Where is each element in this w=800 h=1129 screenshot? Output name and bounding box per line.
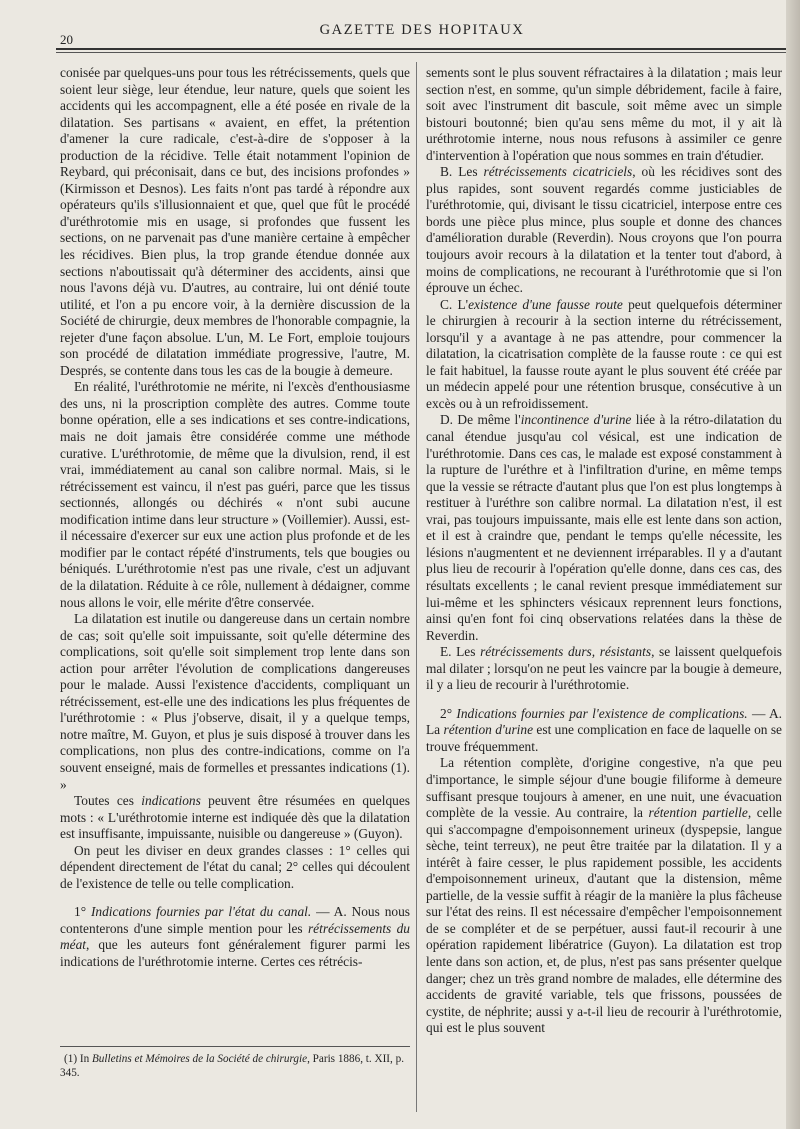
section-heading-paragraph: 1° Indications fournies par l'état du canal. — A. Nous nous contenterons d'une simple mention pour les rétrécissements du méat, que les auteurs font généralement figurer parmi les indications de l'uréthrotomie interne. Certes ces rétrécis- [60,904,410,969]
paragraph: C. L'existence d'une fausse route peut quelquefois déterminer le chirurgien à recourir à la section interne du rétrécissement, lorsqu'il y a avantage à ne pas attendre, pour commencer la dilatation, la cicatrisation complète de la fausse route : ce qui est le fait habituel, la fausse route ayant le plus souvent été créée par un médecin appelé pour une rétention brusque, consécutive à un excès ou à un refroidissement. [426,296,782,411]
header-rule-thick [56,48,786,50]
running-title: GAZETTE DES HOPITAUX [319,22,525,38]
paragraph: conisée par quelques-uns pour tous les rétrécissements, quels que soient leur siège, leur étendue, leur nature, quels que soient les accidents qui les accompagnent, elle a été posée en rivale de la dilatation. Ses partisans « avaient, en effet, la prétention d'amener la cure radicale, c'est-à-dire de s'opposer à la production de la récidive. Telle était notamment l'opinion de Reybard, qui préconisait, dans ce but, des incisions profondes » (Kirmisson et Desnos). Les faits n'ont pas tardé à répondre aux opérateurs qu'ils s'illusionnaient et que, quel que fût le procédé d'uréthrotomie mis en usage, si profondes que fussent les sections, on ne parvenait pas d'une manière certaine à empêcher les récidives. Bien plus, la trop grande étendue donnée aux sections n'aboutissait qu'à déterminer des accidents, ainsi que nous l'avons déjà vu. D'autres, au contraire, lui ont dénié toute utilité, et l'on a pu encore voir, à la dernière discussion de la Société de chirurgie, deux membres de l'honorable compagnie, la rejeter d'une façon absolue. L'un, M. Le Fort, emploie toujours son procédé de dilatation immédiate progressive, l'autre, M. Després, se contente dans tous les cas de la bougie à demeure. [60,65,410,378]
section-heading-paragraph: 2° Indications fournies par l'existence de complications. — A. La rétention d'urine est une complication en face de laquelle on se trouve fréquemment. [426,705,782,754]
paragraph: D. De même l'incontinence d'urine liée à la rétro-dilatation du canal étendue jusqu'au col vésical, est une indication de l'uréthrotomie. Dans ces cas, le malade est exposé constamment à la rupture de l'uréthre et à l'infiltration d'urine, en même temps que la vessie se rétracte d'autant plus que l'on est plus longtemps à restituer à l'uréthre son calibre normal. La dilatation n'est, il est vrai, pas toujours impuissante, mais elle est lente dans son action, et il est à craindre que, pendant le temps qu'elle nécessite, les lésions n'augmentent et ne deviennent irréparables. Il y a d'autant plus lieu de recourir à l'opération qu'elle donne, dans ces cas, des résultats excellents ; le canal revient presque immédiatement sur lui-même et les sphincters vésicaux reprennent leurs fonctions, ainsi qu'en font foi cinq observations relatées dans la thèse de Reverdin. [426,412,782,643]
footnote: (1) In Bulletins et Mémoires de la Société de chirurgie, Paris 1886, t. XII, p. 345. [60,1053,405,1079]
emphasis: rétention partielle [648,805,748,821]
left-column [60,65,410,971]
paragraph: La rétention complète, d'origine congestive, n'a que peu d'importance, le simple séjour d'une bougie filiforme à demeure suffisant presque toujours à amener, en une nuit, une évacuation complète de la vessie. Au contraire, la rétention partielle, celle qui s'accompagne d'empoisonnement urineux (dyspepsie, langue sèche, teint terreux), ne peut être traitée par la dilatation. Il y a intérêt à faire cesser, le plus rapidement possible, les accidents d'empoisonnement urineux, d'autant que la distension, même partielle, de la vessie suffit à réagir de la manière la plus fâcheuse sur l'état des reins. Il est nécessaire d'empêcher l'empoisonnement de se compléter et de se perpétuer, aussi faut-il recourir à une opération rapidement libératrice (Guyon). La dilatation est trop lente dans son action, et, de plus, n'est pas sans présenter quelque danger; chez un très grand nombre de malades, elle détermine des accidents de gravité variable, tels que frissons, poussées de cystite, de néphrite; aussi y a-t-il lieu de recourir à l'uréthrotomie, qui est le plus souvent [426,755,782,1036]
section-heading: Indications fournies par l'existence de complications. [456,705,748,721]
paragraph: E. Les rétrécissements durs, résistants, se laissent quelquefois mal dilater ; lorsqu'on ne peut les vaincre par la bougie à demeure, il y a lieu de recourir à l'uréthrotomie. [426,644,783,693]
emphasis: rétention d'urine [443,722,534,738]
page-edge-shadow [786,0,800,1129]
emphasis: rétrécissements durs, résistants [480,644,652,660]
emphasis: indications [141,793,201,809]
paragraph: B. Les rétrécissements cicatriciels, où les récidives sont des plus rapides, sont souvent regardés comme justiciables de l'uréthrotomie, qui, divisant le tissu cicatriciel, interpose entre ces bords une pièce plus mince, plus souple et donne des chances d'amélioration durable (Reverdin). Nous croyons que l'on pourra toujours avoir recours à la dilatation et la tenter tout d'abord, à moins de complications, ne recourant à l'uréthrotomie que si l'on éprouve un échec. [426,164,783,296]
emphasis: incontinence d'urine [520,412,632,428]
paragraph: sements sont le plus souvent réfractaires à la dilatation ; mais leur section n'est, en somme, qu'un simple débridement, facile à faire, soit avec l'instrument dit bascule, soit même avec un simple bistouri boutonné; bien qu'au sens même du mot, il y ait là uréthrotomie interne, nous nous refusons à assimiler ce genre d'intervention à l'opération que nous sommes en train d'étudier. [426,65,782,163]
right-column [426,65,782,1037]
header-rule-thin [56,52,786,53]
column-divider [416,62,417,1112]
footnote-rule [60,1046,410,1047]
section-heading: Indications fournies par l'état du canal. [90,904,312,920]
page-header [52,22,792,47]
emphasis: rétrécissements du méat [60,920,410,953]
paragraph: La dilatation est inutile ou dangereuse dans un certain nombre de cas; soit qu'elle soit impuissante, soit qu'elle détermine des complications, soit qu'elle soit simplement trop lente dans son action pour arrêter l'évolution de complications dangereuses pour le malade. Aussi l'existence d'accidents, compliquant un rétrécissement, est-elle une des indications les plus fréquentes de l'uréthrotomie : « Plus j'observe, disait, il y a quelque temps, notre maître, M. Guyon, et plus je suis disposé à trouver dans les complications, non plus des contre-indications, comme on l'a souvent enseigné, mais de formelles et pressantes indications (1). » [60,611,410,792]
paragraph: On peut les diviser en deux grandes classes : 1° celles qui dépendent directement de l'état du canal; 2° celles qui découlent de l'existence de telle ou telle complication. [60,842,410,891]
emphasis: rétrécissements cicatriciels [483,164,633,180]
emphasis: existence d'une fausse route [468,296,623,312]
footnote-source: Bulletins et Mémoires de la Société de chirurgie [91,1053,308,1065]
page-number: 20 [60,32,73,47]
paragraph: En réalité, l'uréthrotomie ne mérite, ni l'excès d'enthousiasme des uns, ni la proscription complète des autres. Comme toute bonne opération, elle a ses indications et ses contre-indications, mais ne doit jamais être considérée comme une méthode curative. L'uréthrotomie, de même que la divulsion, rend, il est vrai, immédiatement au canal son calibre normal. Mais, si le rétrécissement est vaincu, il n'est pas guéri, parce que les tissus sectionnés, allongés ou déchirés « n'ont subi aucune modification intime dans leur structure » (Voillemier). Aussi, est-il nécessaire d'exercer sur eux une action plus profonde et de les modifier par le contact répété d'instruments, tels que bougies ou béniqués. L'uréthrotomie n'est pas une rivale, c'est un adjuvant de la dilatation. Réduite à ce rôle, nullement à dédaigner, comme nous allons le voir, elle mérite d'être conservée. [60,379,410,610]
paragraph: Toutes ces indications peuvent être résumées en quelques mots : « L'uréthrotomie interne est indiquée dès que la dilatation est insuffisante, impuissante, nuisible ou dangereuse » (Guyon). [60,793,410,842]
